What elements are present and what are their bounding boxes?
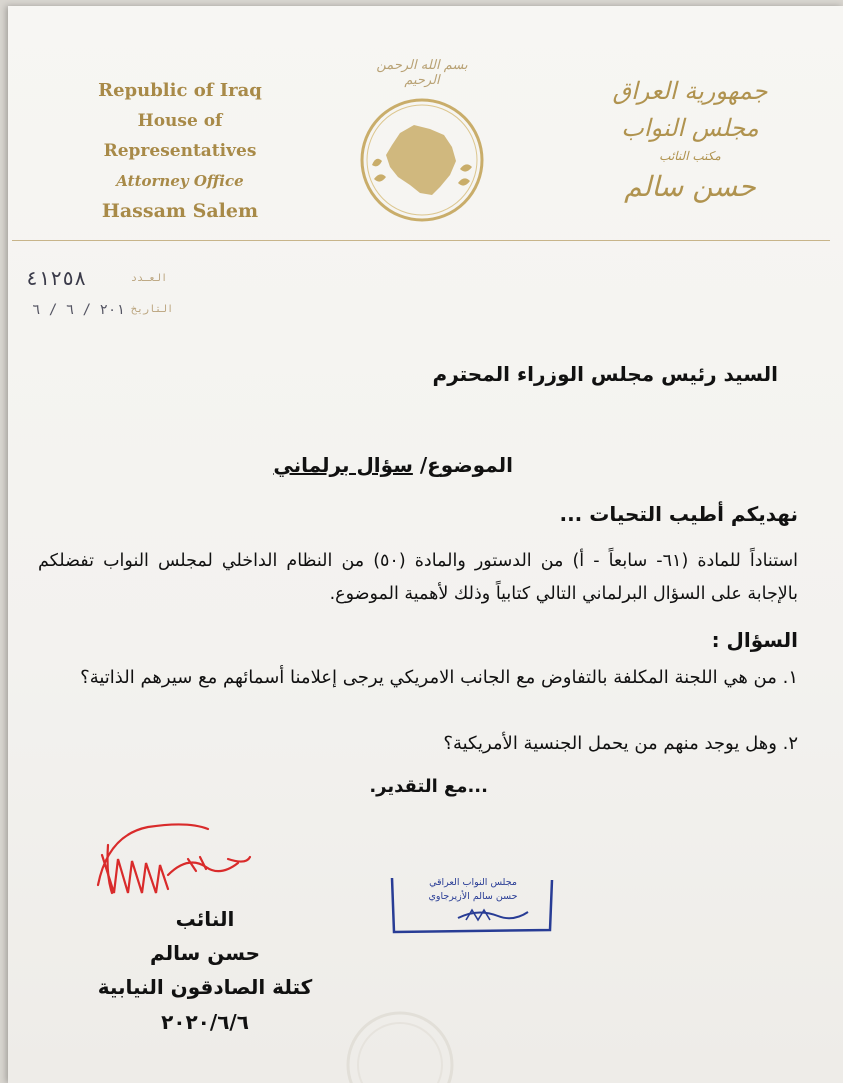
signatory-bloc: كتلة الصادقون النيابية xyxy=(97,975,313,999)
reference-number-label: العـدد xyxy=(131,273,168,284)
subject-label: الموضوع/ xyxy=(419,453,513,477)
header-ar-office: مكتب النائب xyxy=(659,149,721,163)
signatory-title: النائب xyxy=(175,907,235,931)
greeting: نهديكم أطيب التحيات ... xyxy=(559,502,798,526)
addressee: السيد رئيس مجلس الوزراء المحترم xyxy=(432,362,778,386)
header-ar-institution: مجلس النواب xyxy=(621,114,759,142)
subject-value: سؤال برلماني xyxy=(273,453,413,477)
reference-date: ٢٠١ / ٦ / ٦ xyxy=(32,302,125,318)
question-heading: السؤال : xyxy=(711,628,798,652)
stamp-text xyxy=(398,876,548,904)
question-1: ١. من هي اللجنة المكلفة بالتفاوض مع الجانب الامريكي يرجى إعلامنا أسمائهم مع سيرهم الذاتية؟ xyxy=(80,667,798,688)
header-ar-name: حسن سالم xyxy=(624,170,756,203)
header-ar-country: جمهورية العراق xyxy=(612,77,768,105)
body-paragraph: استناداً للمادة (٦١- سابعاً - أ) من الدستور والمادة (٥٠) من النظام الداخلي لمجلس النواب تفضلكم بالإجابة على السؤال البرلماني التالي كتابياً وذلك لأهمية الموضوع. xyxy=(38,551,798,604)
closing: ...مع التقدير. xyxy=(369,776,488,797)
header-english xyxy=(60,76,300,226)
signatory-date: ٢٠٢٠/٦/٦ xyxy=(161,1010,249,1034)
signatory-block xyxy=(90,902,320,1040)
header-arabic xyxy=(585,72,795,208)
reference-date-label: التاريخ xyxy=(131,304,174,315)
stamp-line-2: حسن سالم الأزيرجاوي xyxy=(428,891,518,902)
reference-number: ٤١٢٥٨ xyxy=(26,266,87,290)
subject-line xyxy=(273,453,513,477)
embossed-seal-icon xyxy=(345,1005,455,1083)
header-en-name: Hassam Salem xyxy=(101,200,259,222)
iraq-map-emblem-icon xyxy=(352,95,492,225)
basmala: بسم الله الرحمن الرحيم xyxy=(376,58,468,88)
header-en-country: Republic of Iraq xyxy=(98,80,262,101)
header-en-office: Attorney Office xyxy=(116,172,244,190)
header-en-institution: House of Representatives xyxy=(103,111,257,161)
question-2: ٢. وهل يوجد منهم من يحمل الجنسية الأمريكية؟ xyxy=(443,733,798,754)
signature-icon xyxy=(88,815,258,905)
header-divider xyxy=(12,240,830,241)
signatory-name: حسن سالم xyxy=(149,941,261,965)
stamp-line-1: مجلس النواب العراقي xyxy=(429,877,517,888)
